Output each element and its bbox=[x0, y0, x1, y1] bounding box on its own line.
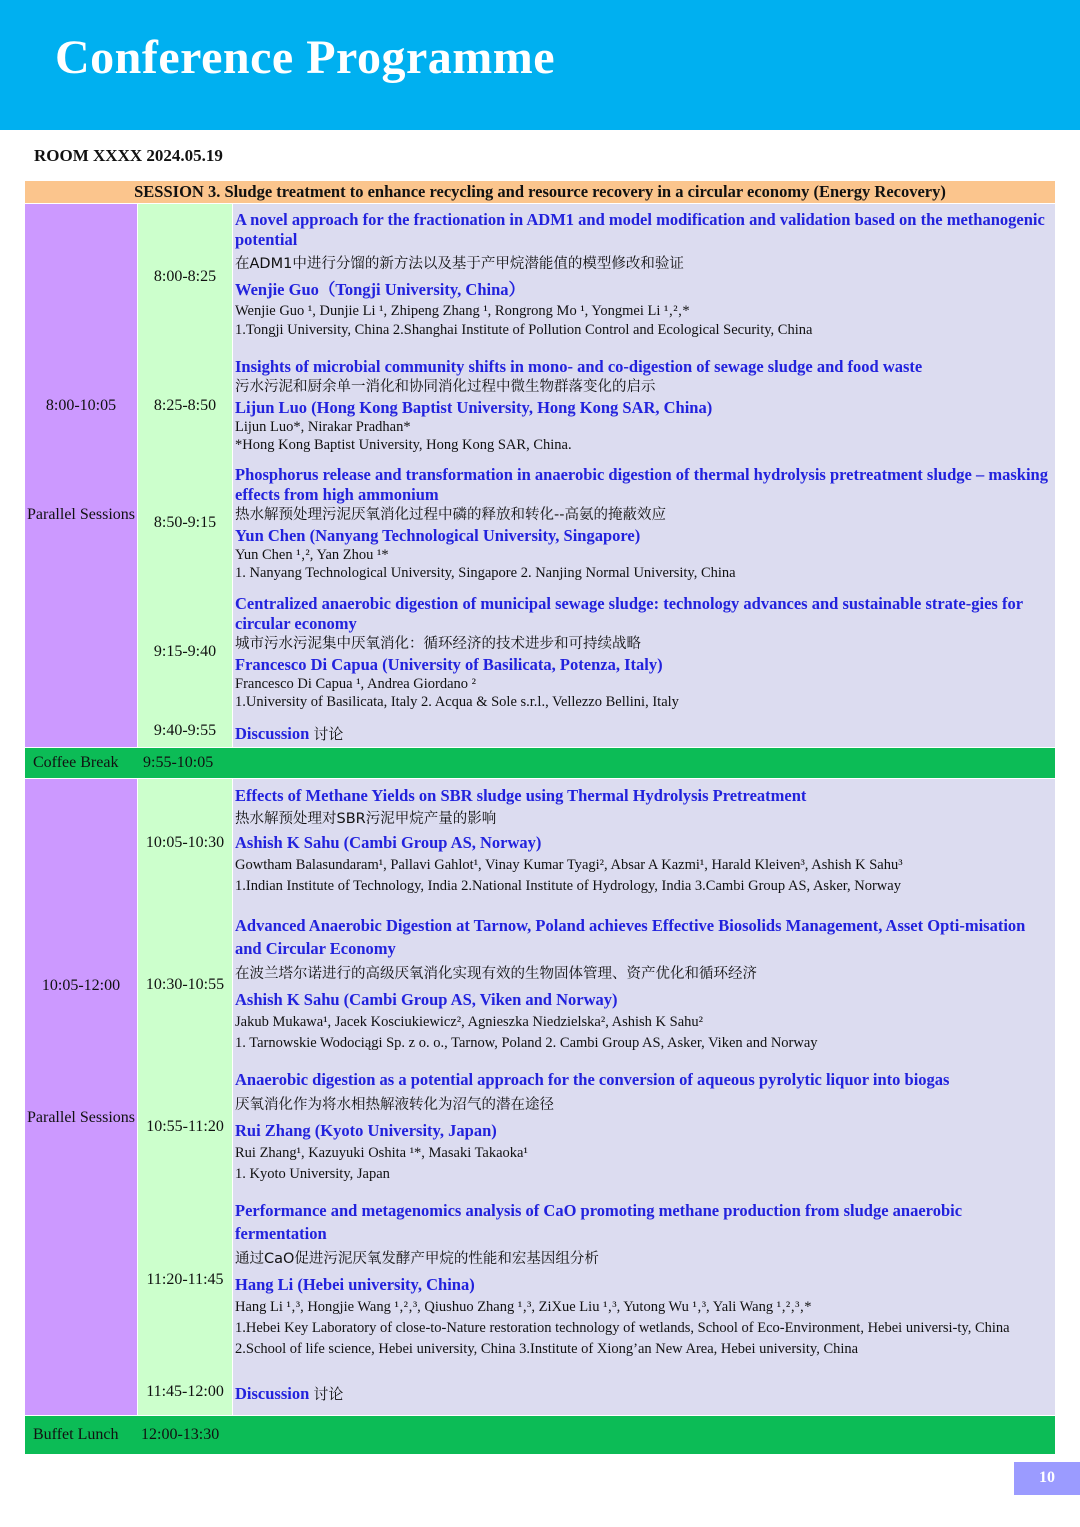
discussion-item bbox=[235, 1384, 343, 1405]
talk-title: Anaerobic digestion as a potential approach for the conversion of aqueous pyrolytic liquor into biogas bbox=[235, 1070, 950, 1089]
authors: Hang Li ¹‚³, Hongjie Wang ¹‚²‚³, Qiushuo Zhang ¹‚³, ZiXue Liu ¹‚³, Yutong Wu ¹‚³, Yali Wang ¹‚²‚³‚* bbox=[235, 1299, 812, 1315]
coffee-break-bar bbox=[25, 748, 1055, 778]
page-title: Conference Programme bbox=[55, 31, 556, 84]
talk-title-chinese: 在波兰塔尔诺进行的高级厌氧消化实现有效的生物固体管理、资产优化和循环经济 bbox=[235, 966, 757, 982]
affiliations: 1.Tongji University, China 2.Shanghai Institute of Pollution Control and Ecological Security, China bbox=[235, 322, 813, 338]
talk-time: 8:50-9:15 bbox=[153, 514, 217, 531]
affiliations: 1. Tarnowskie Wodociągi Sp. z o. o., Tarnow, Poland 2. Cambi Group AS, Asker, Viken and Norway bbox=[235, 1035, 818, 1051]
authors: Rui Zhang¹, Kazuyuki Oshita ¹*, Masaki Takaoka¹ bbox=[235, 1145, 528, 1161]
talk-time: 10:55-11:20 bbox=[146, 1118, 224, 1135]
slot-label: Parallel Sessions bbox=[27, 1109, 135, 1126]
talk-time: 8:00-8:25 bbox=[153, 268, 217, 285]
talk-title-chinese: 污水污泥和厨余单一消化和协同消化过程中微生物群落变化的启示 bbox=[235, 379, 656, 395]
talk-entry bbox=[235, 210, 1051, 339]
slot-column bbox=[25, 204, 137, 747]
affiliations: 1. Kyoto University, Japan bbox=[235, 1166, 390, 1182]
talk-title: Centralized anaerobic digestion of municipal sewage sludge: technology advances and sustainable strate-gies for circular economy bbox=[235, 594, 1023, 633]
talk-entry bbox=[235, 914, 1051, 1054]
talk-title: A novel approach for the fractionation in ADM1 and model modification and validation based on the methanogenic potential bbox=[235, 210, 1045, 249]
authors: Yun Chen ¹‚², Yan Zhou ¹* bbox=[235, 547, 389, 563]
talk-title: Phosphorus release and transformation in anaerobic digestion of thermal hydrolysis pretreatment sludge – masking effects from high ammonium bbox=[235, 465, 1048, 504]
talk-time: 11:20-11:45 bbox=[146, 1271, 224, 1288]
talk-entry bbox=[235, 1068, 1051, 1185]
talk-title-chinese: 厌氧消化作为将水相热解液转化为沼气的潜在途径 bbox=[235, 1097, 554, 1113]
speaker: Lijun Luo (Hong Kong Baptist University, Hong Kong SAR, China) bbox=[235, 398, 713, 417]
affiliations: 1.Indian Institute of Technology, India 2.National Institute of Hydrology, India 3.Cambi Group AS, Asker, Norway bbox=[235, 878, 901, 894]
session-block-morning bbox=[25, 204, 1055, 747]
session-title: SESSION 3. Sludge treatment to enhance recycling and resource recovery in a circular economy (Energy Recovery) bbox=[25, 181, 1055, 203]
discussion-label: Discussion bbox=[235, 1384, 310, 1403]
speaker: Ashish K Sahu (Cambi Group AS, Norway) bbox=[235, 833, 542, 852]
room-date-line: ROOM XXXX 2024.05.19 bbox=[34, 146, 223, 165]
talk-title: Advanced Anaerobic Digestion at Tarnow, Poland achieves Effective Biosolids Management, Asset Opti-misation and Circular Economy bbox=[235, 916, 1026, 958]
talk-title-chinese: 城市污水污泥集中厌氧消化：循环经济的技术进步和可持续战略 bbox=[235, 636, 641, 652]
talk-time: 9:15-9:40 bbox=[153, 643, 217, 660]
slot-time: 10:05-12:00 bbox=[41, 977, 121, 994]
speaker: Francesco Di Capua (University of Basilicata, Potenza, Italy) bbox=[235, 655, 663, 674]
talk-title: Effects of Methane Yields on SBR sludge using Thermal Hydrolysis Pretreatment bbox=[235, 786, 807, 805]
talk-title: Performance and metagenomics analysis of CaO promoting methane production from sludge anaerobic fermentation bbox=[235, 1201, 963, 1243]
lunch-break-bar bbox=[25, 1416, 1055, 1454]
talk-title-chinese: 通过CaO促进污泥厌氧发酵产甲烷的性能和宏基因组分析 bbox=[235, 1251, 599, 1267]
talk-time: 10:30-10:55 bbox=[145, 976, 225, 993]
slot-label: Parallel Sessions bbox=[27, 506, 135, 523]
talk-title-chinese: 在ADM1中进行分馏的新方法以及基于产甲烷潜能值的模型修改和验证 bbox=[235, 256, 684, 272]
speaker: Hang Li (Hebei university, China) bbox=[235, 1275, 475, 1294]
talk-time: 10:05-10:30 bbox=[145, 834, 225, 851]
talk-title: Insights of microbial community shifts in mono- and co-digestion of sewage sludge and food waste bbox=[235, 357, 923, 376]
talk-entry bbox=[235, 594, 1051, 711]
talk-title-chinese: 热水解预处理污泥厌氧消化过程中磷的释放和转化--高氨的掩蔽效应 bbox=[235, 507, 666, 523]
talk-entry bbox=[235, 465, 1051, 582]
discussion-label-chinese: 讨论 bbox=[313, 1385, 344, 1403]
authors: Wenjie Guo ¹, Dunjie Li ¹, Zhipeng Zhang ¹, Rongrong Mo ¹, Yongmei Li ¹‚²‚* bbox=[235, 303, 690, 319]
speaker: Rui Zhang (Kyoto University, Japan) bbox=[235, 1121, 497, 1140]
authors: Gowtham Balasundaram¹, Pallavi Gahlot¹, Vinay Kumar Tyagi², Absar A Kazmi¹, Harald Kleiven³, Ashish K Sahu³ bbox=[235, 857, 903, 873]
slot-time: 8:00-10:05 bbox=[45, 397, 117, 414]
break-time: 12:00-13:30 bbox=[141, 1426, 220, 1443]
speaker: Wenjie Guo（Tongji University, China） bbox=[235, 280, 526, 299]
discussion-time: 11:45-12:00 bbox=[146, 1383, 224, 1400]
authors: Lijun Luo*, Nirakar Pradhan* bbox=[235, 419, 411, 435]
discussion-time: 9:40-9:55 bbox=[153, 722, 217, 739]
talk-time: 8:25-8:50 bbox=[153, 397, 217, 414]
talk-entry bbox=[235, 784, 1051, 897]
talk-title-chinese: 热水解预处理对SBR污泥甲烷产量的影响 bbox=[235, 811, 497, 827]
affiliations: 1.University of Basilicata, Italy 2. Acqua & Sole s.r.l., Vellezzo Bellini, Italy bbox=[235, 694, 679, 710]
discussion-label-chinese: 讨论 bbox=[313, 725, 344, 743]
header-banner bbox=[0, 0, 1080, 130]
speaker: Yun Chen (Nanyang Technological University, Singapore) bbox=[235, 526, 641, 545]
affiliations: *Hong Kong Baptist University, Hong Kong SAR, China. bbox=[235, 437, 572, 453]
discussion-item bbox=[235, 724, 343, 745]
speaker: Ashish K Sahu (Cambi Group AS, Viken and Norway) bbox=[235, 990, 618, 1009]
affiliations: 1. Nanyang Technological University, Singapore 2. Nanjing Normal University, China bbox=[235, 565, 736, 581]
break-time: 9:55-10:05 bbox=[143, 754, 214, 771]
authors: Jakub Mukawa¹, Jacek Kosciukiewicz², Agnieszka Niedzielska², Ashish K Sahu² bbox=[235, 1014, 703, 1030]
authors: Francesco Di Capua ¹, Andrea Giordano ² bbox=[235, 676, 477, 692]
break-label: Buffet Lunch bbox=[33, 1426, 119, 1443]
talk-entry bbox=[235, 1199, 1051, 1360]
talk-entry bbox=[235, 357, 1051, 454]
slot-column bbox=[25, 779, 137, 1415]
break-label: Coffee Break bbox=[33, 754, 119, 771]
time-column bbox=[138, 779, 232, 1415]
session-block-late-morning bbox=[25, 779, 1055, 1415]
discussion-label: Discussion bbox=[235, 724, 310, 743]
affiliations: 1.Hebei Key Laboratory of close-to-Nature restoration technology of wetlands, School of Eco-Environment, Hebei universi-ty, China 2.School of life science, Hebei university, China 3.Institute of Xiong’an New Area, Hebei university, China bbox=[235, 1320, 1010, 1357]
page-number-badge: 10 bbox=[1014, 1462, 1080, 1495]
